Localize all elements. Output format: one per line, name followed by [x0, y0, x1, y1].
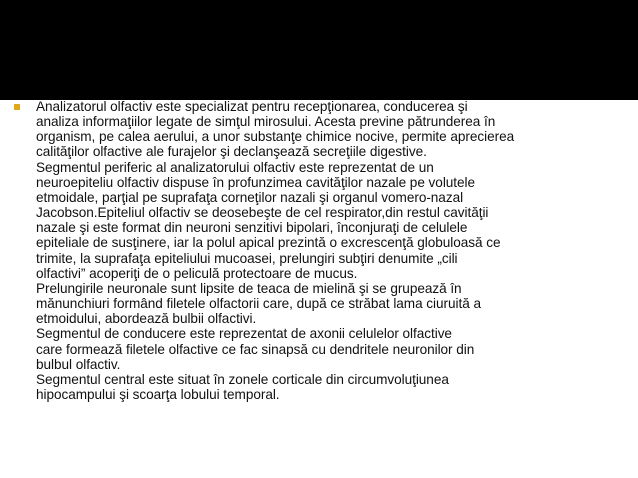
text-line: olfactivi” acoperiţi de o peliculă protectoare de mucus. — [36, 265, 358, 281]
title-band — [0, 0, 638, 100]
text-line: nazale şi este format din neuroni senzitivi bipolari, înconjuraţi de celulele — [36, 220, 468, 236]
text-line: hipocampului şi scoarţa lobului temporal. — [36, 386, 280, 402]
text-line: Segmentul central este situat în zonele corticale din circumvoluţiunea — [36, 371, 449, 387]
text-line: Prelungirile neuronale sunt lipsite de teaca de mielină şi se grupează în — [36, 280, 462, 296]
text-line: Segmentul de conducere este reprezentat de axonii celulelor olfactive — [36, 326, 452, 342]
text-line: Jacobson.Epiteliul olfactiv se deosebeşte de cel respirator,din restul cavităţii — [36, 205, 489, 221]
text-line: etmoidului, abordează bulbii olfactivi. — [36, 311, 257, 327]
text-line: analiza informaţiilor legate de simţul mirosului. Acesta previne pătrunderea în — [36, 114, 496, 130]
bullet-text — [36, 99, 632, 402]
square-bullet-icon — [14, 104, 20, 110]
text-line: trimite, la suprafaţa epiteliului mucoasei, prelungiri subţiri denumite „cili — [36, 250, 458, 266]
text-line: calităţilor olfactive ale furajelor şi declanşează secreţiile digestive. — [36, 144, 427, 160]
text-line: Analizatorul olfactiv este specializat pentru recepţionarea, conducerea şi — [36, 99, 468, 114]
text-line: epiteliale de susţinere, iar la polul apical prezintă o excrescenţă globuloasă ce — [36, 235, 501, 251]
text-line: care formează filetele olfactive ce fac sinapsă cu dendritele neuronilor din — [36, 341, 475, 357]
text-line: etmoidale, parţial pe suprafaţa corneţilor nazali şi organul vomero-nazal — [36, 189, 464, 205]
text-line: organism, pe calea aerului, a unor substanţe chimice nocive, permite aprecierea — [36, 129, 515, 145]
text-line: neuroepiteliu olfactiv dispuse în profunzimea cavităţilor nazale pe volutele — [36, 174, 476, 190]
text-line: Segmentul periferic al analizatorului olfactiv este reprezentat de un — [36, 159, 434, 175]
text-line: bulbul olfactiv. — [36, 356, 121, 372]
text-line: mănunchiuri formând filetele olfactorii care, după ce străbat lama ciuruită a — [36, 296, 481, 312]
